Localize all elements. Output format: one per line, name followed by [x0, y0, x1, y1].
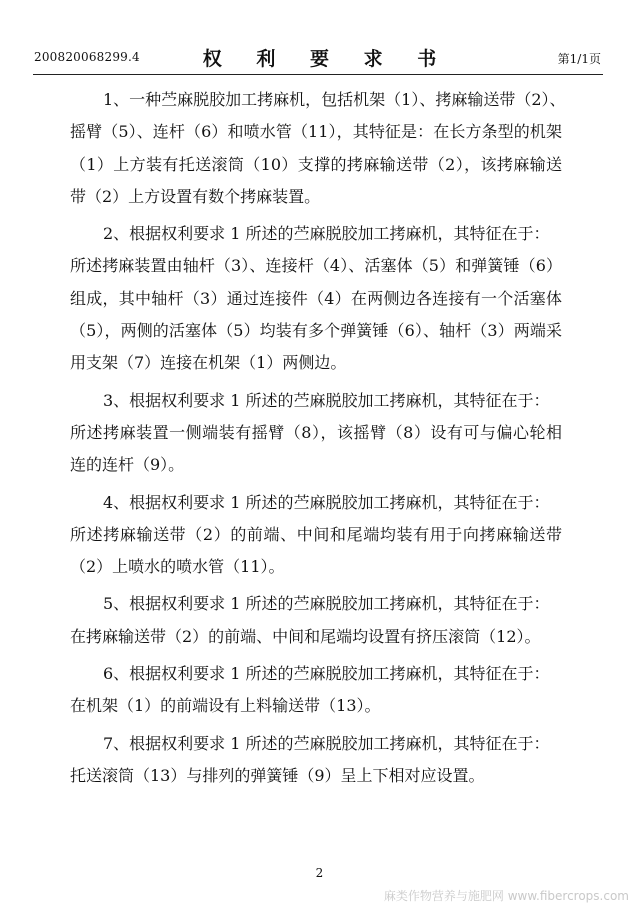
claim-1: [70, 84, 566, 213]
watermark: 麻类作物营养与施肥网 www.fibercrops.com: [383, 889, 629, 903]
page-title: 权 利 要 求 书: [202, 48, 451, 70]
claim-7: [70, 728, 562, 793]
claim-line: （1）上方装有托送滚筒（10）支撑的拷麻输送带（2），该拷麻输送: [70, 154, 562, 174]
claim-line: 在机架（1）的前端设有上料输送带（13）。: [70, 696, 381, 716]
claim-line: 连的连杆（9）。: [70, 455, 185, 475]
claim-line: （2）上喷水的喷水管（11）。: [70, 557, 285, 577]
claim-line: 2、根据权利要求 1 所述的苎麻脱胶加工拷麻机，其特征在于：: [103, 224, 550, 244]
claim-6: [70, 658, 562, 723]
claims-body: [70, 84, 566, 797]
claim-5: [70, 588, 562, 653]
claim-line: 7、根据权利要求 1 所述的苎麻脱胶加工拷麻机，其特征在于：: [103, 733, 550, 753]
claim-line: 所述拷麻输送带（2）的前端、中间和尾端均装有用于向拷麻输送带: [70, 524, 562, 544]
claim-2: [70, 218, 562, 379]
claim-line: 用支架（7）连接在机架（1）两侧边。: [70, 353, 347, 373]
document-number: 200820068299.4: [34, 50, 140, 64]
claim-line: （5），两侧的活塞体（5）均装有多个弹簧锤（6）、轴杆（3）两端采: [70, 321, 562, 341]
claim-line: 在拷麻输送带（2）的前端、中间和尾端均设置有挤压滚筒（12）。: [70, 626, 541, 646]
claim-line: 托送滚筒（13）与排列的弹簧锤（9）呈上下相对应设置。: [70, 765, 485, 785]
claim-line: 6、根据权利要求 1 所述的苎麻脱胶加工拷麻机，其特征在于：: [103, 664, 550, 684]
claim-3: [70, 385, 562, 482]
claim-line: 带（2）上方设置有数个拷麻装置。: [70, 186, 321, 206]
claim-line: 所述拷麻装置由轴杆（3）、连接杆（4）、活塞体（5）和弹簧锤（6）: [70, 256, 562, 276]
claim-line: 4、根据权利要求 1 所述的苎麻脱胶加工拷麻机，其特征在于：: [103, 492, 550, 512]
claim-line: 摇臂（5）、连杆（6）和喷水管（11），其特征是：在长方条型的机架: [70, 122, 562, 142]
claim-4: [70, 487, 562, 584]
claim-line: 5、根据权利要求 1 所述的苎麻脱胶加工拷麻机，其特征在于：: [103, 594, 550, 614]
claim-line: 3、根据权利要求 1 所述的苎麻脱胶加工拷麻机，其特征在于：: [103, 390, 550, 410]
claim-line: 1、一种苎麻脱胶加工拷麻机，包括机架（1）、拷麻输送带（2）、: [103, 90, 566, 109]
claim-line: 组成，其中轴杆（3）通过连接件（4）在两侧边各连接有一个活塞体: [70, 288, 562, 308]
claim-line: 所述拷麻装置一侧端装有摇臂（8），该摇臂（8）设有可与偏心轮相: [70, 422, 562, 442]
page-indicator: 第1/1页: [557, 52, 601, 66]
header-divider: [33, 74, 603, 75]
page-number: 2: [315, 866, 324, 880]
